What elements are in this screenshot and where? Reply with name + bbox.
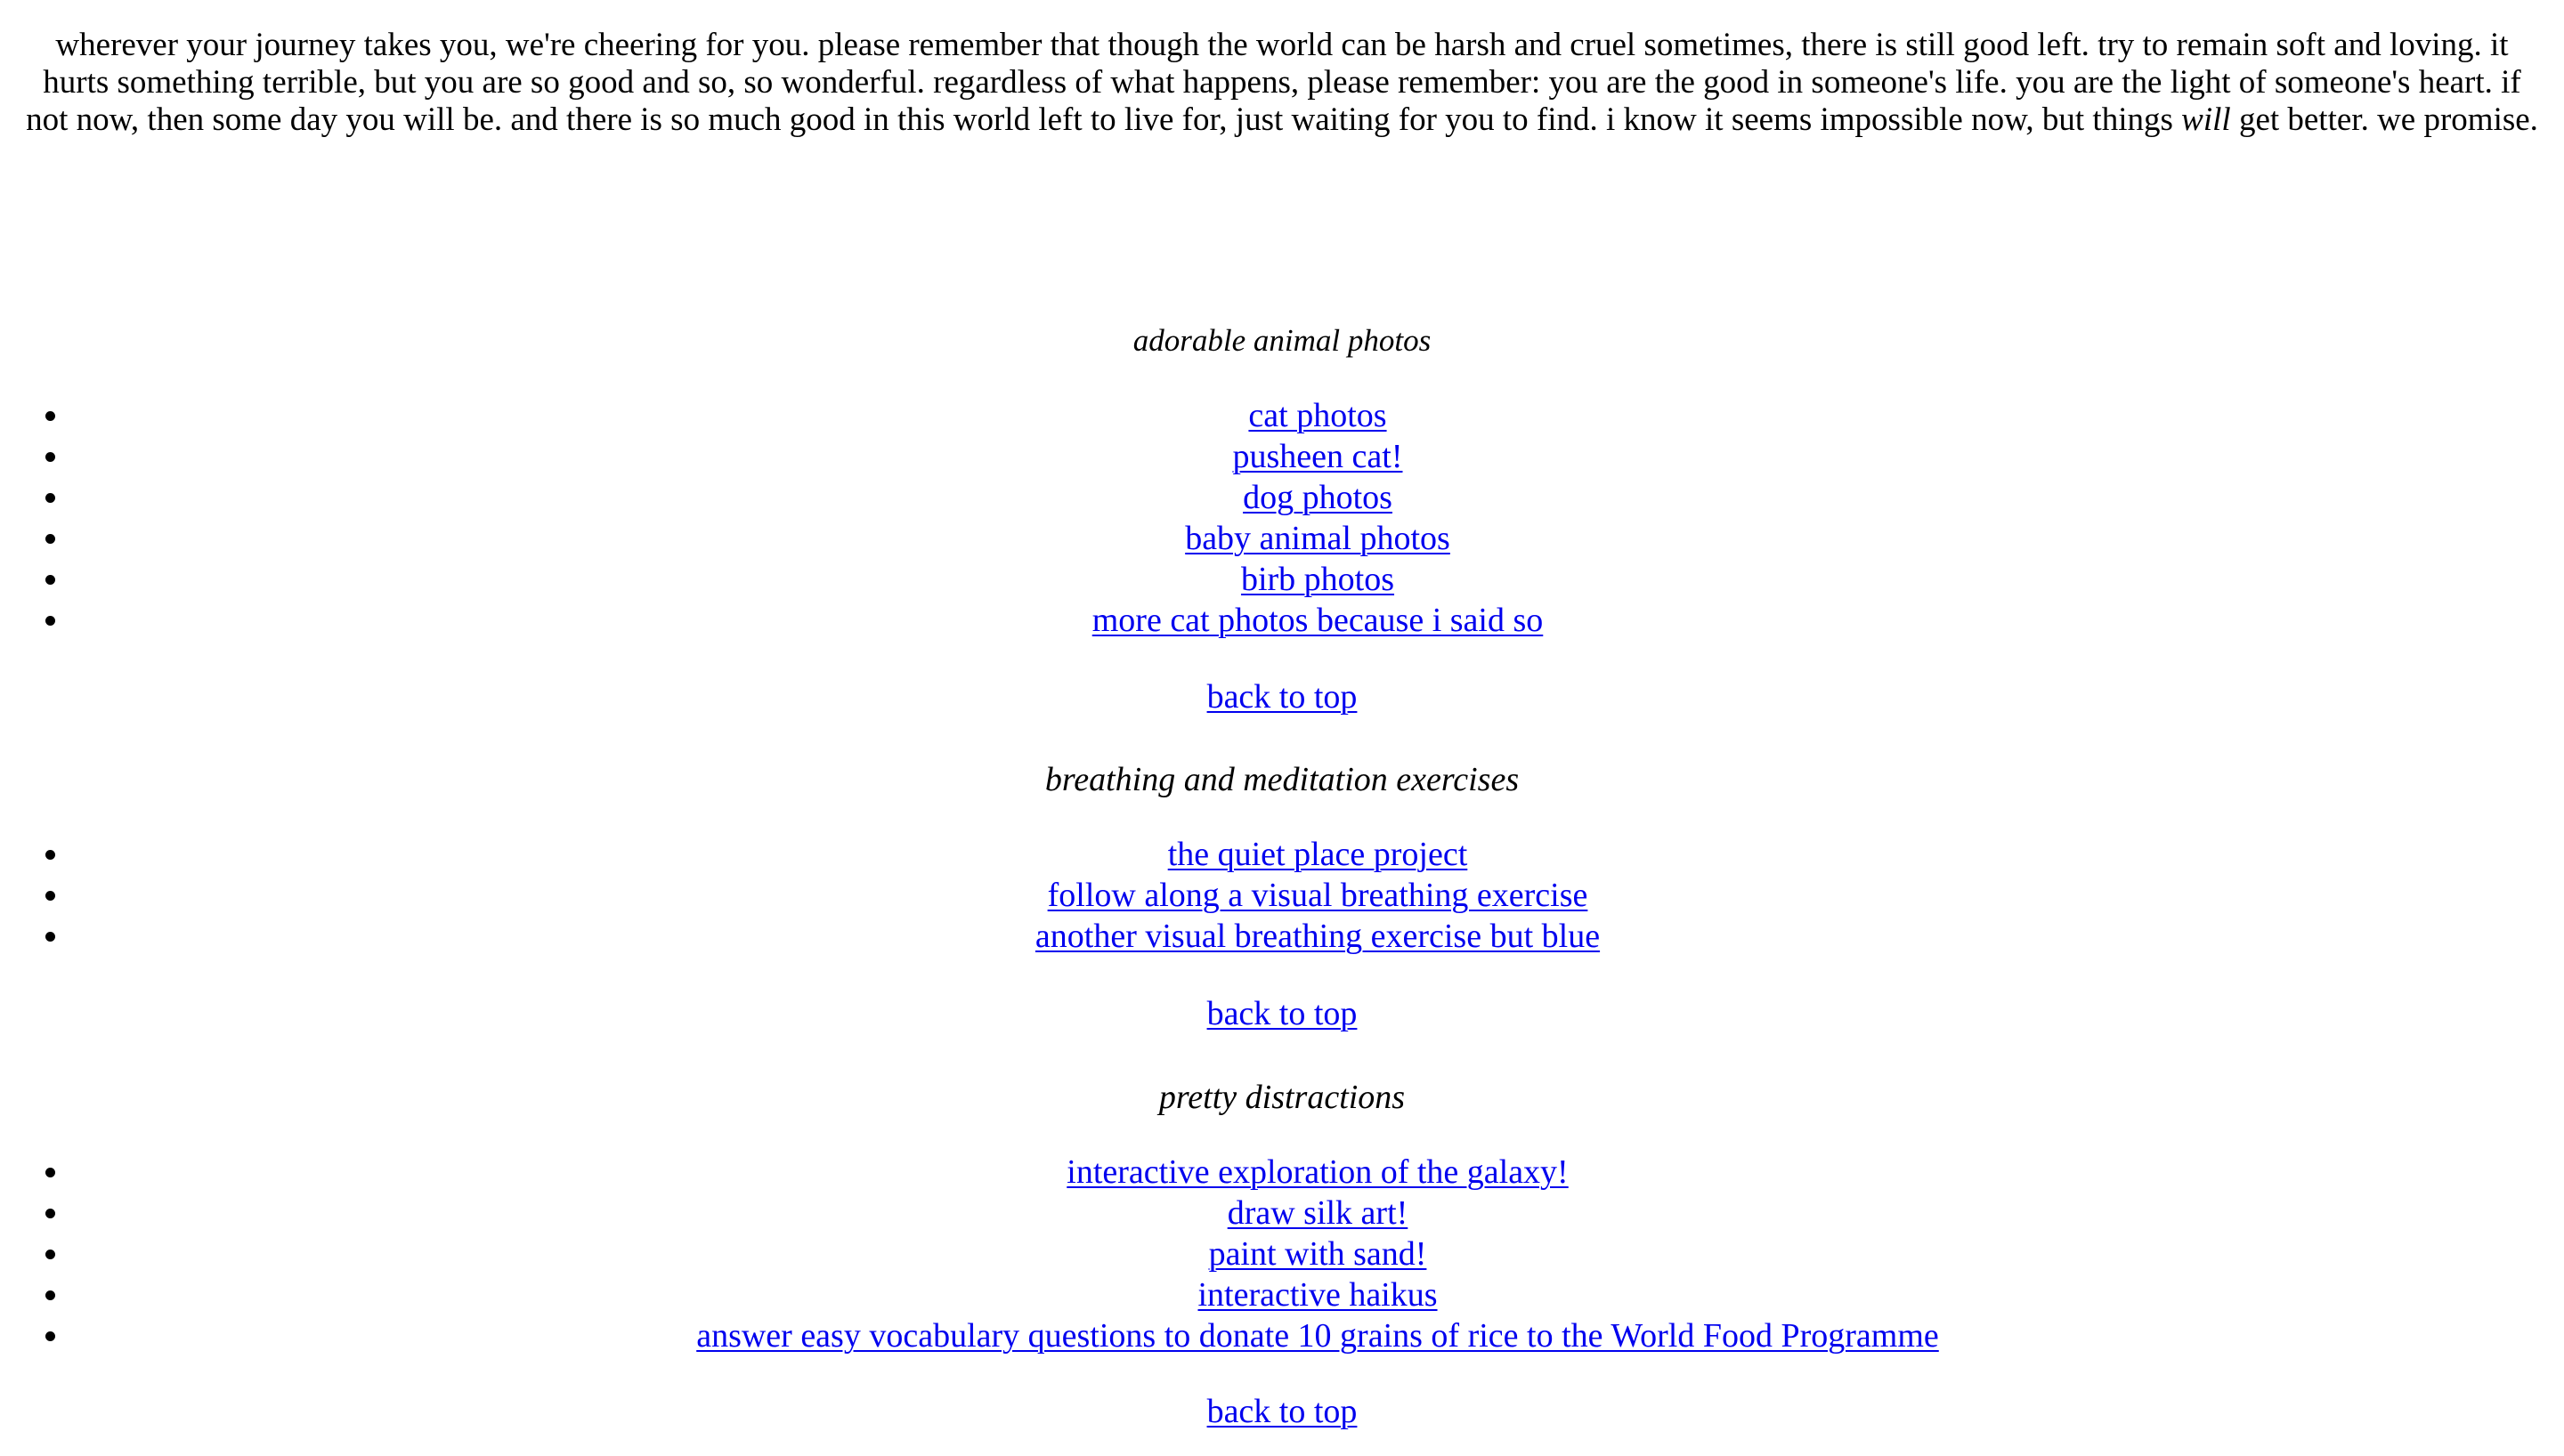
intro-paragraph — [25, 27, 2539, 139]
list-item — [71, 436, 2564, 477]
back-to-top-link[interactable]: back to top — [1206, 995, 1358, 1032]
list-item — [71, 1193, 2564, 1234]
list-item — [71, 916, 2564, 957]
intro-emphasis: will — [2181, 101, 2231, 138]
back-to-top-container — [0, 993, 2564, 1034]
list-item — [71, 559, 2564, 600]
link-quiet-place-project[interactable]: the quiet place project — [1167, 836, 1468, 873]
section-heading-pretty-distractions: pretty distractions — [1158, 1079, 1406, 1116]
animal-photos-list — [0, 395, 2564, 641]
section-heading-animal-photos: adorable animal photos — [1132, 323, 1432, 358]
back-to-top-link[interactable]: back to top — [1206, 1393, 1358, 1430]
link-draw-silk-art[interactable]: draw silk art! — [1227, 1194, 1408, 1232]
link-dog-photos[interactable]: dog photos — [1243, 479, 1392, 516]
back-to-top-container — [0, 1391, 2564, 1432]
intro-text-before: wherever your journey takes you, we're cheering for you. please remember that though the world can be harsh and cruel sometimes, there is still good left. try to remain soft and loving. it hurts something terrible, but you are so good and so, so wonderful. regardless of what happens, please remember: you are the good in someone's life. you are the light of someone's heart. if not now, then some day you will be. and there is so much good in this world left to live for, just waiting for you to find. i know it seems impossible now, but things — [26, 27, 2521, 138]
link-paint-with-sand[interactable]: paint with sand! — [1208, 1235, 1427, 1273]
list-item — [71, 1152, 2564, 1193]
link-birb-photos[interactable]: birb photos — [1240, 561, 1395, 598]
back-to-top-container — [0, 676, 2564, 717]
list-item — [71, 600, 2564, 641]
pretty-distractions-list — [0, 1152, 2564, 1356]
link-visual-breathing-exercise[interactable]: follow along a visual breathing exercise — [1047, 877, 1588, 914]
link-baby-animal-photos[interactable]: baby animal photos — [1185, 520, 1450, 557]
list-item — [71, 518, 2564, 559]
list-item — [71, 477, 2564, 518]
list-item — [71, 834, 2564, 875]
list-item — [71, 1274, 2564, 1315]
link-galaxy-exploration[interactable]: interactive exploration of the galaxy! — [1067, 1153, 1569, 1191]
back-to-top-link[interactable]: back to top — [1206, 678, 1358, 716]
link-interactive-haikus[interactable]: interactive haikus — [1197, 1276, 1438, 1314]
breathing-exercises-list — [0, 834, 2564, 957]
link-cat-photos[interactable]: cat photos — [1248, 397, 1387, 434]
intro-text-after: get better. we promise. — [2230, 101, 2538, 138]
list-item — [71, 395, 2564, 436]
list-item — [71, 1234, 2564, 1274]
list-item — [71, 875, 2564, 916]
link-vocabulary-rice-donation[interactable]: answer easy vocabulary questions to donate 10 grains of rice to the World Food Programme — [696, 1317, 1939, 1355]
section-heading-breathing-meditation: breathing and meditation exercises — [1044, 761, 1520, 798]
list-item — [71, 1315, 2564, 1356]
link-pusheen-cat[interactable]: pusheen cat! — [1232, 438, 1403, 475]
link-visual-breathing-exercise-blue[interactable]: another visual breathing exercise but blue — [1035, 918, 1601, 955]
link-more-cat-photos[interactable]: more cat photos because i said so — [1091, 602, 1544, 639]
